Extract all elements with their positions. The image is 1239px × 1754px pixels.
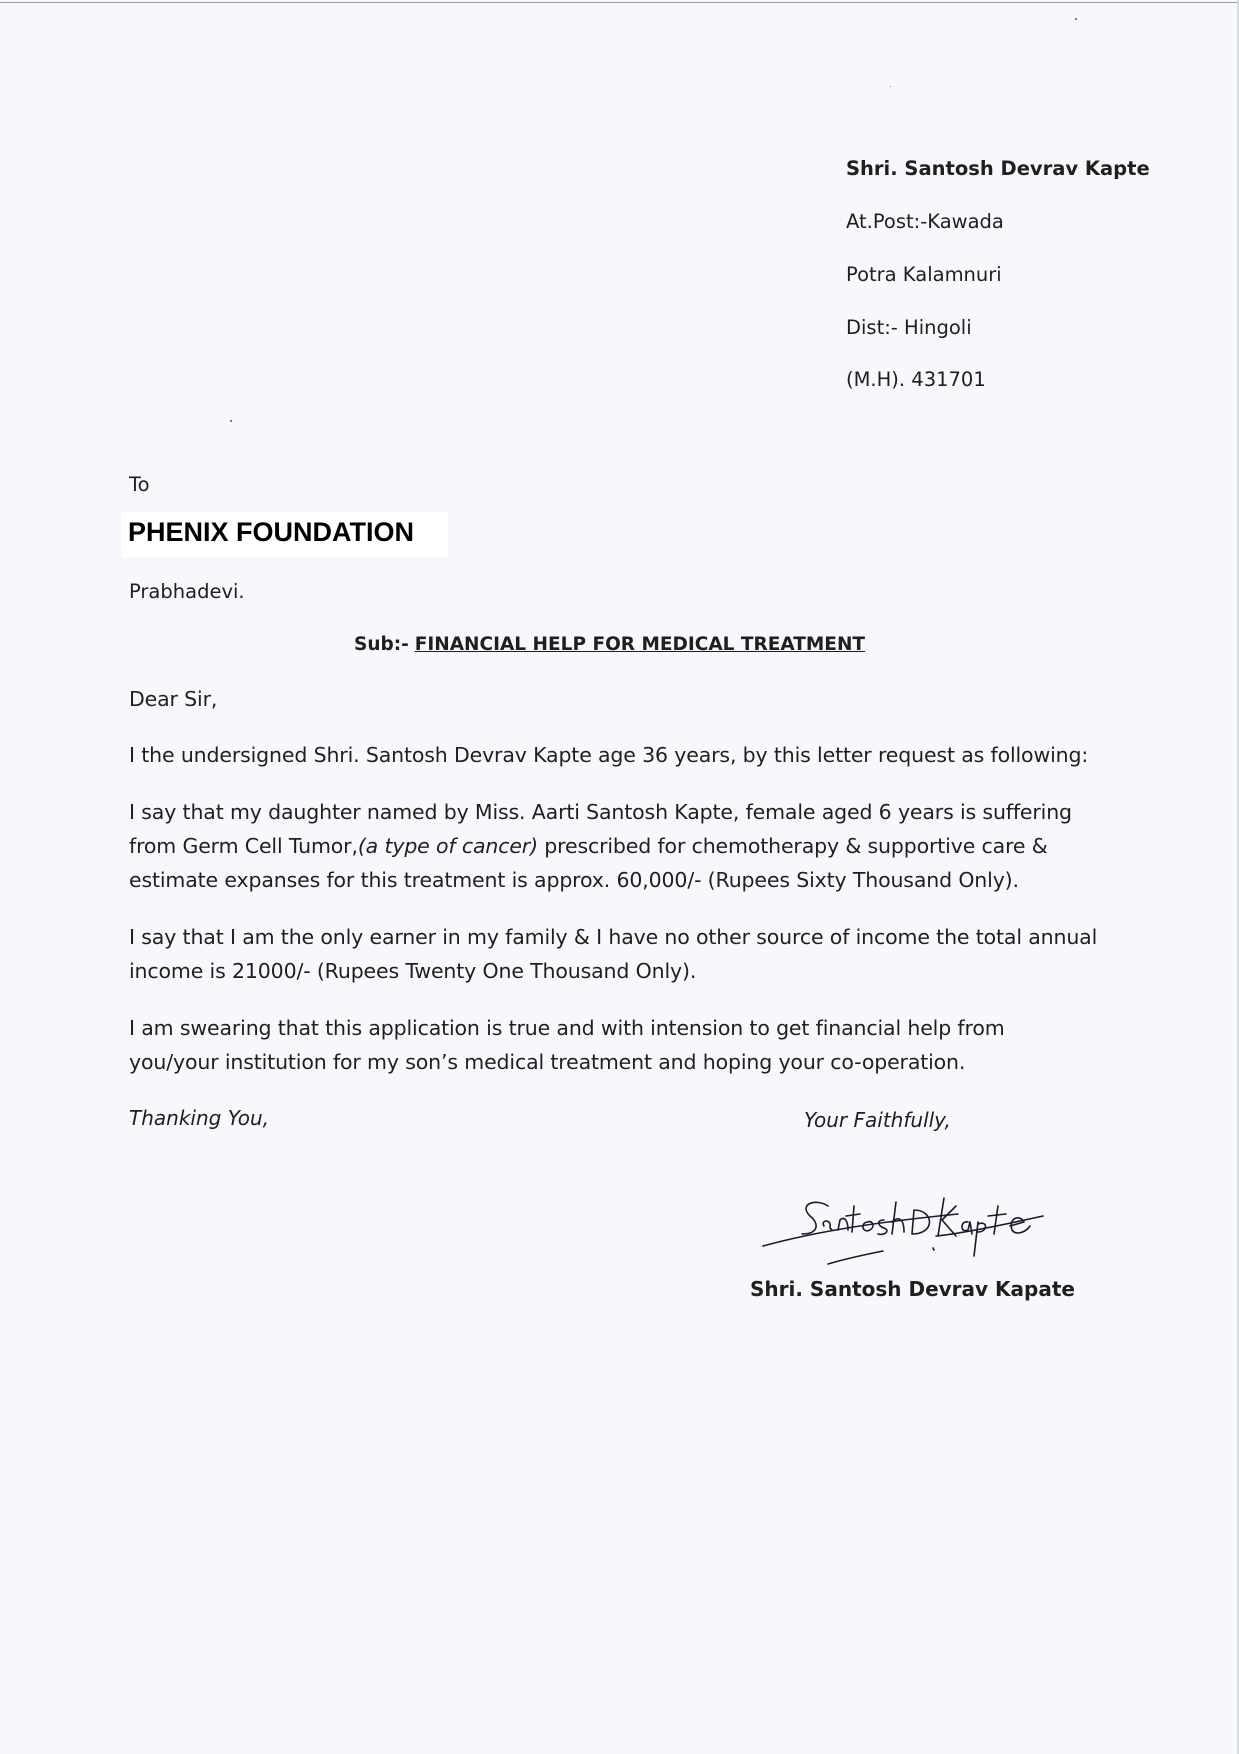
paragraph-4-line-1: I am swearing that this application is true and with intension to get financial help from — [129, 1016, 1005, 1040]
subject-prefix: Sub:- — [354, 634, 409, 655]
paragraph-3-line-1: I say that I am the only earner in my family & I have no other source of income the total annual — [129, 925, 1098, 949]
sender-address-line-2: Potra Kalamnuri — [846, 263, 1002, 286]
paragraph-2-line-1: I say that my daughter named by Miss. Aarti Santosh Kapte, female aged 6 years is suffering — [129, 800, 1072, 824]
paragraph-4-line-2: you/your institution for my son’s medical treatment and hoping your co-operation. — [129, 1050, 966, 1074]
salutation: Dear Sir, — [129, 687, 218, 711]
paragraph-2-italic-note: (a type of cancer) — [357, 834, 538, 858]
paragraph-2-line-2 — [129, 834, 1048, 858]
sender-address-line-3: Dist:- Hingoli — [846, 316, 972, 339]
recipient-organization: PHENIX FOUNDATION — [128, 517, 415, 547]
sender-address-line-1: At.Post:-Kawada — [846, 210, 1004, 233]
subject-text: FINANCIAL HELP FOR MEDICAL TREATMENT — [414, 634, 866, 655]
scan-speck — [1075, 18, 1077, 20]
sender-name: Shri. Santosh Devrav Kapte — [846, 157, 1150, 180]
paragraph-1-line-1: I the undersigned Shri. Santosh Devrav Kapte age 36 years, by this letter request as following: — [129, 743, 1089, 767]
closing-thanks: Thanking You, — [129, 1106, 269, 1130]
scan-speck — [230, 420, 232, 422]
closing-faithfully: Your Faithfully, — [804, 1108, 951, 1132]
scan-edge-top — [0, 2, 1239, 3]
paragraph-2-line-2-start: from Germ Cell Tumor, — [129, 834, 358, 858]
scan-speck — [890, 86, 891, 87]
signer-name: Shri. Santosh Devrav Kapate — [750, 1277, 1075, 1301]
paragraph-3-line-2: income is 21000/- (Rupees Twenty One Thousand Only). — [129, 959, 697, 983]
recipient-place: Prabhadevi. — [129, 580, 245, 603]
subject-line — [354, 634, 865, 655]
handwritten-signature — [758, 1176, 1048, 1271]
sender-address-line-4: (M.H). 431701 — [846, 368, 986, 391]
paragraph-2-line-2-end: prescribed for chemotherapy & supportive care & — [537, 834, 1048, 858]
paragraph-2-line-3: estimate expanses for this treatment is approx. 60,000/- (Rupees Sixty Thousand Only). — [129, 868, 1019, 892]
recipient-to: To — [129, 473, 150, 496]
